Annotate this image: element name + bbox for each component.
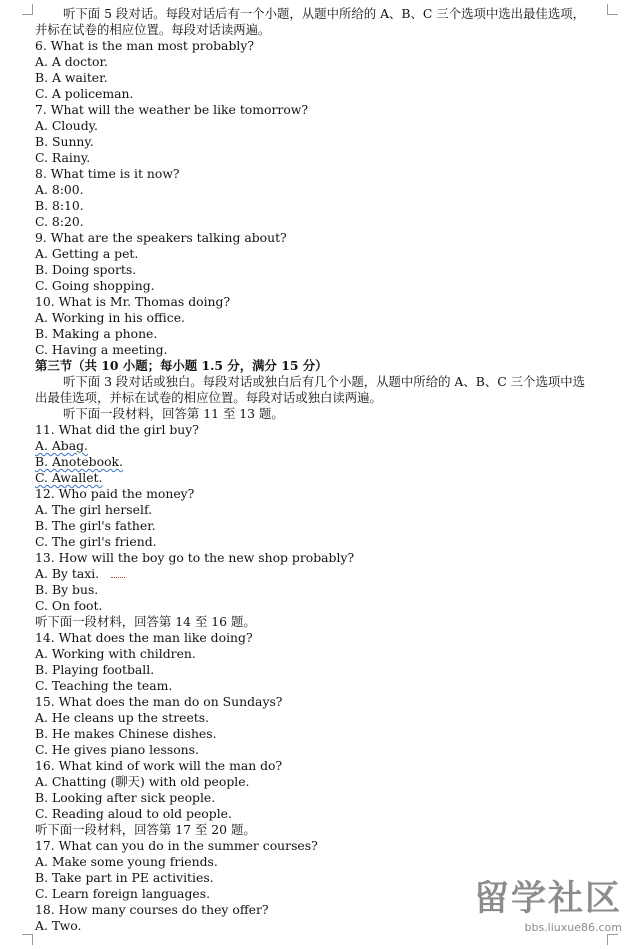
question-16-option-b: B. Looking after sick people. [35, 790, 216, 805]
question-12-stem: 12. Who paid the money? [35, 486, 195, 501]
question-11-stem: 11. What did the girl buy? [35, 422, 199, 437]
question-8-stem: 8. What time is it now? [35, 166, 180, 181]
question-6-option-b: B. A waiter. [35, 70, 108, 85]
question-9-stem: 9. What are the speakers talking about? [35, 230, 287, 245]
page-corner-mark [607, 4, 618, 15]
material-11-13-intro: 听下面一段材料，回答第 11 至 13 题。 [63, 406, 284, 421]
question-10-option-b: B. Making a phone. [35, 326, 158, 341]
question-16-option-c: C. Reading aloud to old people. [35, 806, 232, 821]
question-9-option-c: C. Going shopping. [35, 278, 155, 293]
question-15-option-b: B. He makes Chinese dishes. [35, 726, 217, 741]
question-14-option-a: A. Working with children. [35, 646, 196, 661]
question-17-stem: 17. What can you do in the summer courses? [35, 838, 318, 853]
question-15-option-a: A. He cleans up the streets. [35, 710, 210, 725]
question-14-option-c: C. Teaching the team. [35, 678, 173, 693]
question-10-stem: 10. What is Mr. Thomas doing? [35, 294, 231, 309]
question-6-option-c: C. A policeman. [35, 86, 134, 101]
question-17-option-c: C. Learn foreign languages. [35, 886, 211, 901]
question-10-option-c: C. Having a meeting. [35, 342, 168, 357]
question-14-option-b: B. Playing football. [35, 662, 155, 677]
question-10-option-a: A. Working in his office. [35, 310, 185, 325]
question-17-option-b: B. Take part in PE activities. [35, 870, 214, 885]
question-16-stem: 16. What kind of work will the man do? [35, 758, 283, 773]
question-11-option-a [35, 438, 595, 454]
part2-instructions: 听下面 5 段对话。每段对话后有一个小题，从题中所给的 A、B、C 三个选项中选出最佳选项，并标在试卷的相应位置。每段对话读两遍。 [35, 6, 586, 37]
question-11-option-c [35, 470, 595, 486]
spellcheck-mark [111, 572, 125, 578]
question-13-stem: 13. How will the boy go to the new shop probably? [35, 550, 355, 565]
question-13-option-a [35, 566, 595, 582]
question-16-option-a: A. Chatting (聊天) with old people. [35, 774, 250, 789]
question-9-option-b: B. Doing sports. [35, 262, 137, 277]
question-11-option-b [35, 454, 595, 470]
material-14-16-intro: 听下面一段材料，回答第 14 至 16 题。 [35, 614, 256, 629]
question-14-stem: 14. What does the man like doing? [35, 630, 253, 645]
watermark-logo-text: 留学社区 [473, 879, 622, 919]
question-6-option-a: A. A doctor. [35, 54, 108, 69]
question-7-option-c: C. Rainy. [35, 150, 91, 165]
question-8-option-b: B. 8:10. [35, 198, 84, 213]
question-6-stem: 6. What is the man most probably? [35, 38, 254, 53]
page-corner-mark [22, 4, 33, 15]
question-11-option-c-text: C. Awallet. [35, 470, 103, 485]
watermark-url: bbs.liuxue86.com [524, 921, 622, 934]
question-11-option-a-text: A. Abag. [35, 438, 88, 453]
question-8-option-a: A. 8:00. [35, 182, 84, 197]
question-18-stem: 18. How many courses do they offer? [35, 902, 269, 917]
question-12-option-b: B. The girl's father. [35, 518, 156, 533]
question-13-option-c: C. On foot. [35, 598, 103, 613]
question-7-option-b: B. Sunny. [35, 134, 94, 149]
section-3-heading: 第三节（共 10 小题；每小题 1.5 分，满分 15 分） [35, 358, 328, 373]
question-8-option-c: C. 8:20. [35, 214, 84, 229]
question-9-option-a: A. Getting a pet. [35, 246, 139, 261]
page-corner-mark [22, 934, 33, 945]
part3-instructions: 听下面 3 段对话或独白。每段对话或独白后有几个小题，从题中所给的 A、B、C 三个选项中选出最佳选项，并标在试卷的相应位置。每段对话或独白读两遍。 [35, 374, 586, 405]
question-7-stem: 7. What will the weather be like tomorrow? [35, 102, 309, 117]
site-watermark [470, 879, 622, 943]
question-15-stem: 15. What does the man do on Sundays? [35, 694, 283, 709]
question-7-option-a: A. Cloudy. [35, 118, 98, 133]
question-15-option-c: C. He gives piano lessons. [35, 742, 199, 757]
question-12-option-c: C. The girl's friend. [35, 534, 157, 549]
question-13-option-b: B. By bus. [35, 582, 99, 597]
question-13-option-a-text: A. By taxi. [35, 566, 100, 581]
material-17-20-intro: 听下面一段材料，回答第 17 至 20 题。 [35, 822, 256, 837]
document-body [35, 6, 595, 934]
question-17-option-a: A. Make some young friends. [35, 854, 218, 869]
question-12-option-a: A. The girl herself. [35, 502, 153, 517]
question-18-option-a: A. Two. [35, 918, 82, 933]
question-11-option-b-text: B. Anotebook. [35, 454, 123, 469]
